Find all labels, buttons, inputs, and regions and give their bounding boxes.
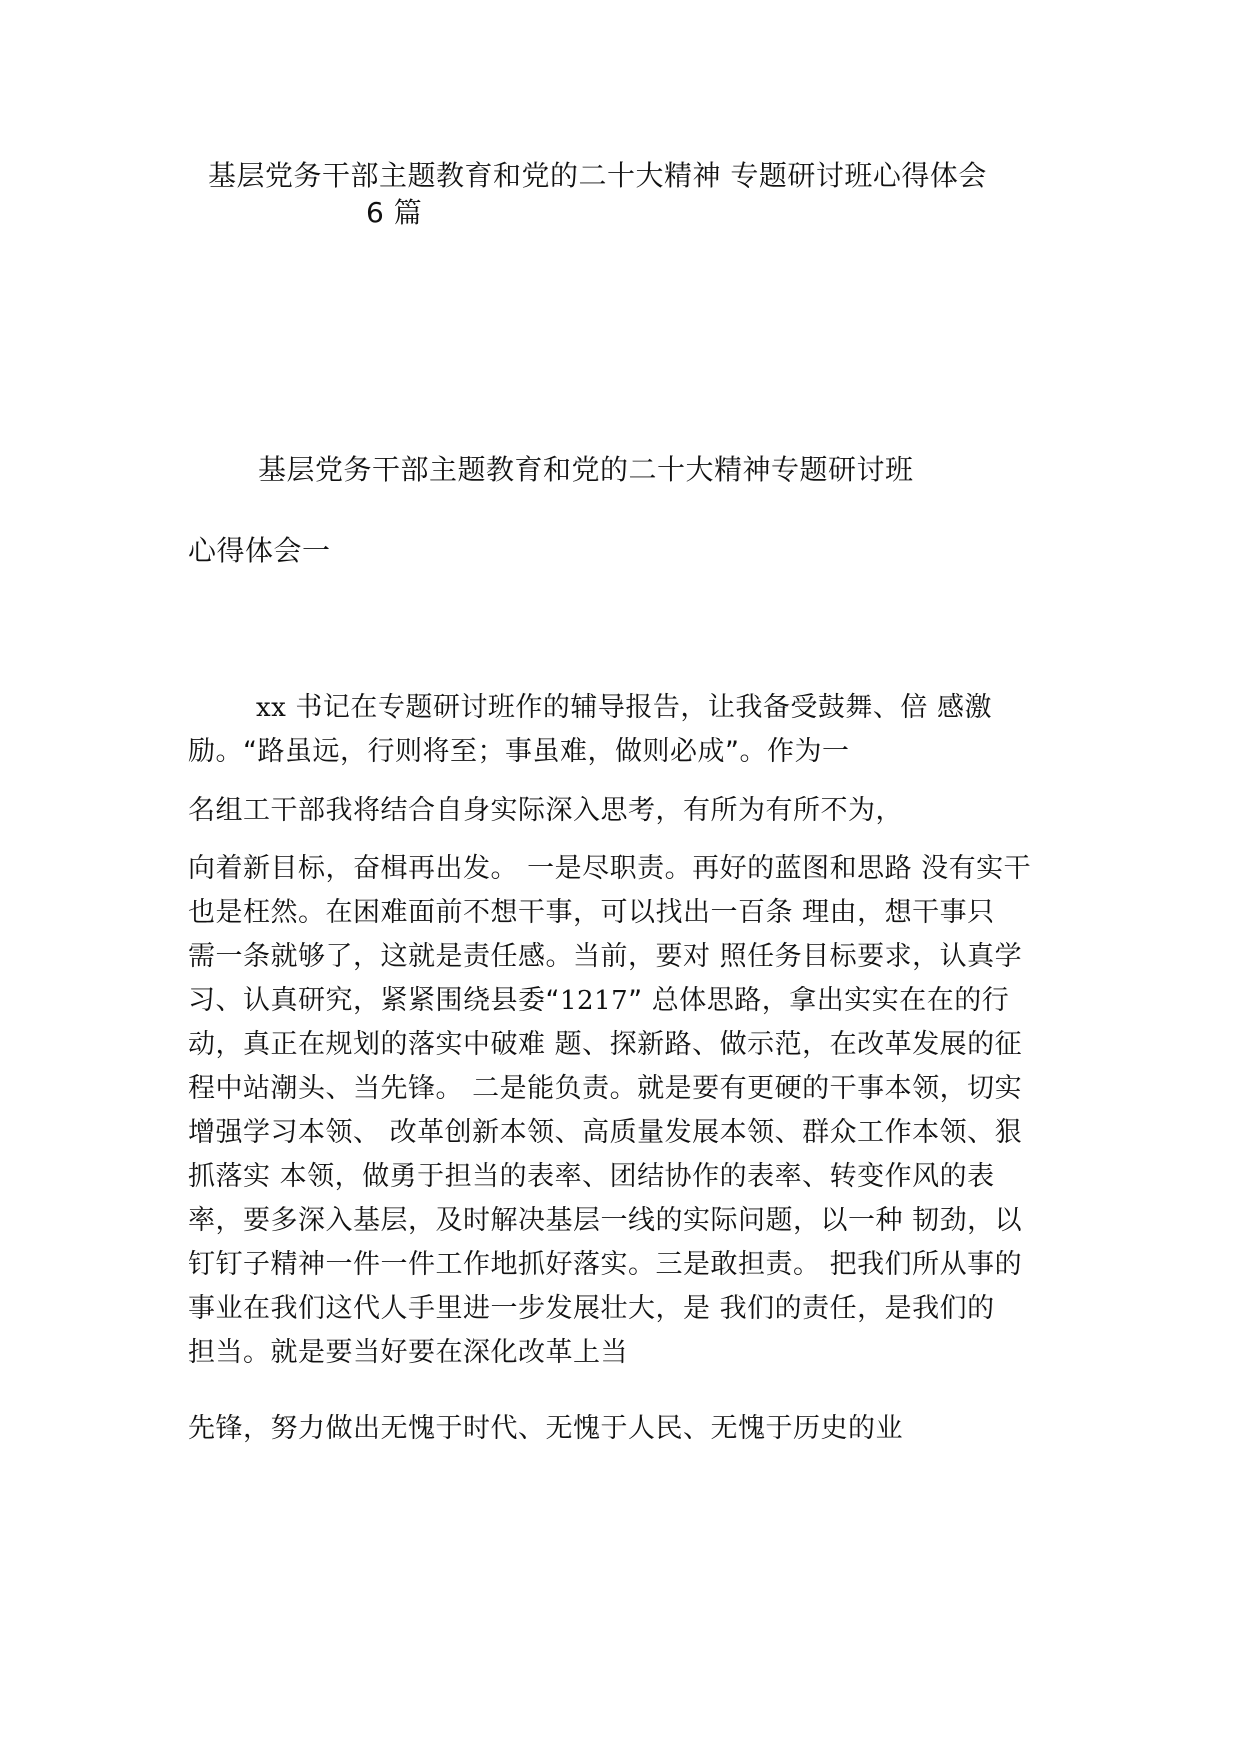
body-text-prefix: xx bbox=[256, 693, 287, 723]
document-title: 基层党务干部主题教育和党的二十大精神 专题研讨班心得体会 bbox=[208, 159, 987, 192]
body-line: 先锋，努力做出无愧于时代、无愧于人民、无愧于历史的业 bbox=[188, 1413, 903, 1444]
document-title-count: 6 篇 bbox=[366, 196, 423, 229]
body-line: 抓落实 本领，做勇于担当的表率、团结协作的表率、转变作风的表 bbox=[188, 1161, 995, 1192]
body-line: 钉钉子精神一件一件工作地抓好落实。三是敢担责。 把我们所从事的 bbox=[188, 1249, 1023, 1280]
body-text-number: 1217 bbox=[560, 986, 629, 1016]
body-line bbox=[188, 983, 1009, 1019]
body-line: 增强学习本领、 改革创新本领、高质量发展本领、群众工作本领、狠 bbox=[188, 1117, 1023, 1148]
body-line: 动，真正在规划的落实中破难 题、探新路、做示范，在改革发展的征 bbox=[188, 1029, 1023, 1060]
body-line: 名组工干部我将结合自身实际深入思考，有所为有所不为， bbox=[188, 795, 903, 826]
section-subtitle: 心得体会一 bbox=[188, 534, 331, 567]
body-line bbox=[256, 690, 992, 726]
body-line: 励。“路虽远，行则将至；事虽难，做则必成”。作为一 bbox=[188, 736, 850, 767]
body-text: ” 总体思路，拿出实实在在的行 bbox=[628, 985, 1010, 1016]
body-line: 向着新目标，奋楫再出发。 一是尽职责。再好的蓝图和思路 没有实干 bbox=[188, 853, 1032, 884]
body-line: 率，要多深入基层，及时解决基层一线的实际问题，以一种 韧劲，以 bbox=[188, 1205, 1023, 1236]
body-line: 程中站潮头、当先锋。 二是能负责。就是要有更硬的干事本领，切实 bbox=[188, 1073, 1023, 1104]
body-line: 事业在我们这代人手里进一步发展壮大，是 我们的责任，是我们的 bbox=[188, 1293, 995, 1324]
body-line: 担当。就是要当好要在深化改革上当 bbox=[188, 1337, 628, 1368]
body-line: 也是枉然。在困难面前不想干事，可以找出一百条 理由，想干事只 bbox=[188, 897, 995, 928]
body-text: 习、认真研究，紧紧围绕县委“ bbox=[188, 985, 560, 1016]
body-line: 需一条就够了，这就是责任感。当前，要对 照任务目标要求，认真学 bbox=[188, 941, 1023, 972]
body-text: 书记在专题研讨班作的辅导报告，让我备受鼓舞、倍 感激 bbox=[286, 692, 992, 723]
section-title: 基层党务干部主题教育和党的二十大精神专题研讨班 bbox=[258, 453, 914, 486]
